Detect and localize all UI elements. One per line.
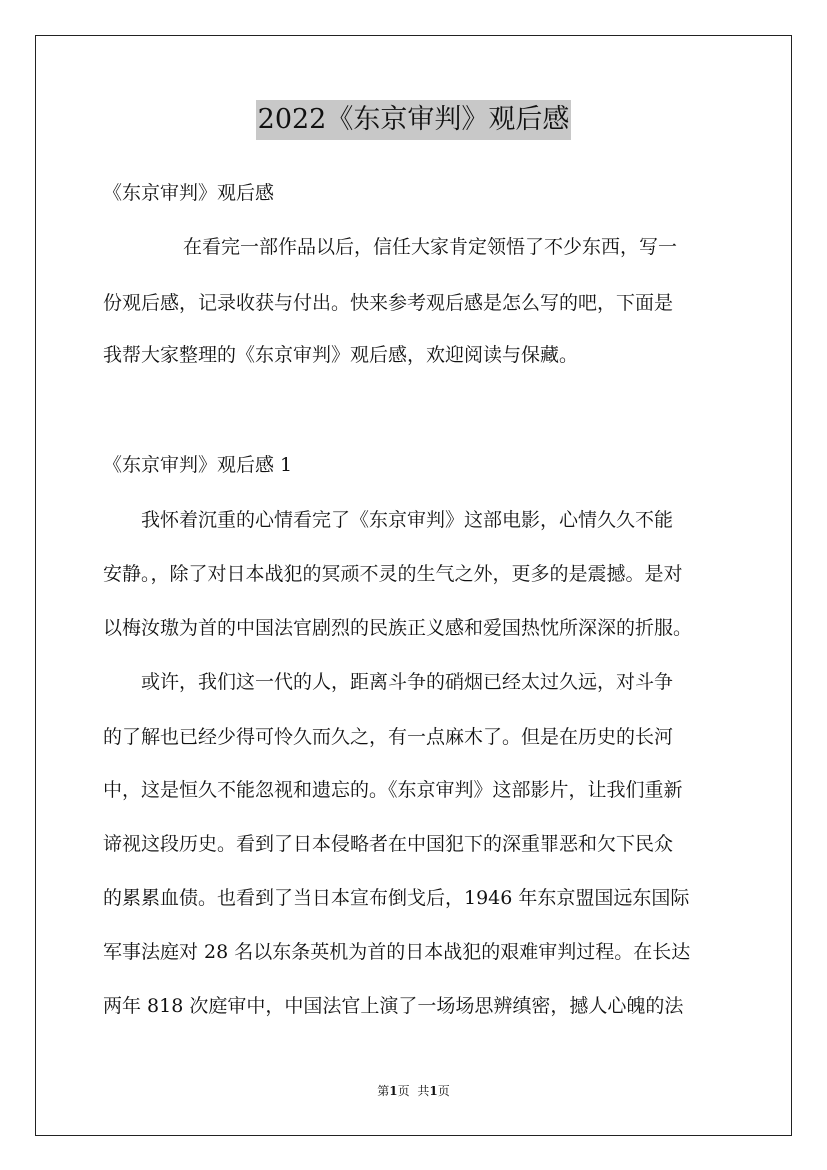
footer-total-suffix: 页 bbox=[437, 1084, 450, 1098]
para2-line-6: 军事法庭对 28 名以东条英机为首的日本战犯的艰难审判过程。在长达 bbox=[103, 941, 691, 963]
footer-page-prefix: 第 bbox=[377, 1084, 390, 1098]
intro-line-1: 在看完一部作品以后，信任大家肯定领悟了不少东西，写一 bbox=[183, 236, 678, 258]
para2-line-5: 的累累血债。也看到了当日本宣布倒戈后，1946 年东京盟国远东国际 bbox=[103, 887, 690, 909]
para1-line-3: 以梅汝璈为首的中国法官剧烈的民族正义感和爱国热忱所深深的折服。 bbox=[103, 617, 693, 639]
para1-line-1: 我怀着沉重的心情看完了《东京审判》这部电影，心情久久不能 bbox=[141, 509, 674, 531]
para2-line-1: 或许，我们这一代的人，距离斗争的硝烟已经太过久远，对斗争 bbox=[141, 671, 674, 693]
page-footer bbox=[0, 1083, 827, 1099]
para2-line-2: 的了解也已经少得可怜久而久之，有一点麻木了。但是在历史的长河 bbox=[103, 726, 674, 748]
para1-line-2: 安静。，除了对日本战犯的冥顽不灵的生气之外，更多的是震撼。是对 bbox=[103, 563, 683, 585]
para2-line-3: 中，这是恒久不能忽视和遗忘的。《东京审判》这部影片，让我们重新 bbox=[103, 779, 683, 801]
title-wrap bbox=[0, 100, 827, 140]
footer-page-number: 1 bbox=[389, 1084, 398, 1098]
document-title: 2022《东京审判》观后感 bbox=[256, 100, 572, 140]
footer-page-suffix: 页 bbox=[397, 1084, 410, 1098]
footer-total-number: 1 bbox=[429, 1084, 438, 1098]
section-heading: 《东京审判》观后感 1 bbox=[103, 454, 293, 476]
document-subtitle: 《东京审判》观后感 bbox=[103, 182, 275, 204]
para2-line-4: 谛视这段历史。看到了日本侵略者在中国犯下的深重罪恶和欠下民众 bbox=[103, 833, 674, 855]
intro-line-3: 我帮大家整理的《东京审判》观后感，欢迎阅读与保藏。 bbox=[103, 344, 579, 366]
footer-total-prefix: 共 bbox=[417, 1084, 430, 1098]
intro-line-2: 份观后感，记录收获与付出。快来参考观后感是怎么写的吧，下面是 bbox=[103, 292, 674, 314]
para2-line-7: 两年 818 次庭审中，中国法官上演了一场场思辨缜密，撼人心魄的法 bbox=[103, 995, 684, 1017]
